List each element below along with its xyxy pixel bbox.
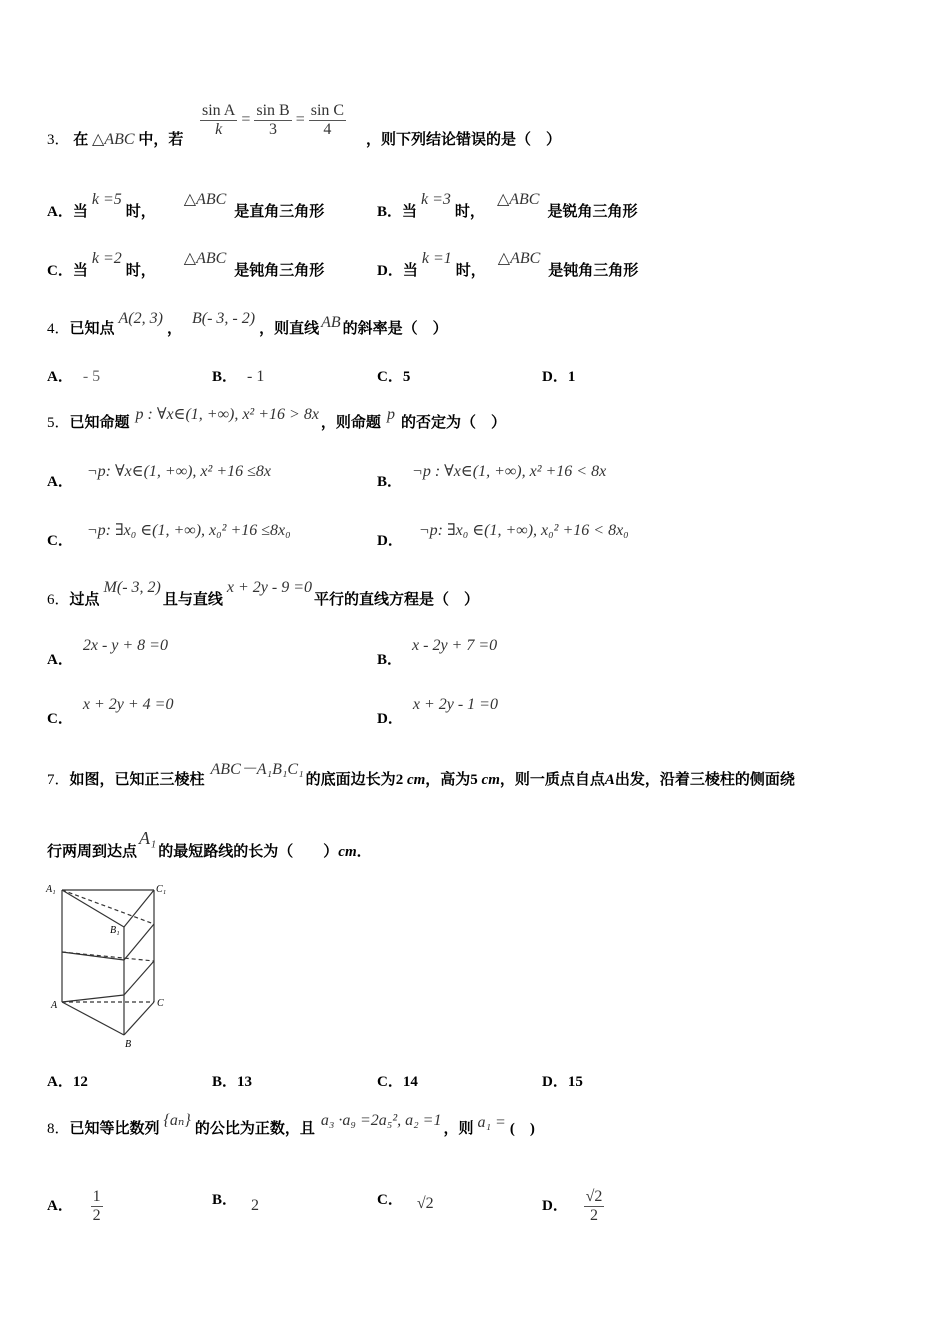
q3-a-tri: △ABC xyxy=(183,191,227,208)
fig-label-c: C xyxy=(157,998,164,1009)
q4-post: 的斜率是（ ） xyxy=(342,321,448,337)
q5-b-label: B． xyxy=(377,474,403,490)
q7-text1: 的底面边长为 xyxy=(305,772,396,788)
q7-option-d[interactable]: D．15 xyxy=(542,1074,583,1090)
q5-a-label: A． xyxy=(47,474,73,490)
q8-post: ，则 xyxy=(443,1121,474,1137)
q5-d-label: D． xyxy=(377,533,403,549)
q3-option-c[interactable] xyxy=(47,250,325,280)
q8-paren: ( ) xyxy=(509,1121,535,1137)
q8-number: 8． xyxy=(47,1121,70,1137)
q8-pre: 已知等比数列 xyxy=(69,1121,160,1137)
q8-c-val: √2 xyxy=(416,1195,434,1212)
q6-a-label: A． xyxy=(47,652,73,668)
q3-frac1 xyxy=(200,102,237,139)
q3-c-text: 是钝角三角形 xyxy=(234,263,325,279)
q3-eq1: = xyxy=(241,111,251,129)
q5-c-math: ¬p: ∃x₀ ∈(1, +∞), x₀² +16 ≤8x₀ xyxy=(86,522,291,539)
q3-pre: 在 xyxy=(73,132,89,148)
fig-label-b: B xyxy=(125,1039,132,1050)
q6-line: x + 2y - 9 =0 xyxy=(226,579,312,596)
q6-c-math: x + 2y + 4 =0 xyxy=(82,696,174,713)
q8-d-frac xyxy=(584,1188,605,1225)
q5-mid: ，则命题 xyxy=(320,415,381,431)
q4-number: 4． xyxy=(47,321,70,337)
q4-a-val: - 5 xyxy=(82,368,101,385)
q7-option-a[interactable]: A．12 xyxy=(47,1074,88,1090)
q4-option-a[interactable] xyxy=(47,365,100,386)
q7-option-c[interactable]: C．14 xyxy=(377,1074,418,1090)
fig-label-b1: B₁ xyxy=(110,925,120,936)
q3-d-when: 时， xyxy=(455,263,486,279)
q4-option-b[interactable] xyxy=(212,365,264,386)
q3-c-when: 时， xyxy=(125,263,156,279)
q7-pre: 如图，已知正三棱柱 xyxy=(69,772,205,788)
q7-prism: ABC－A₁B₁C₁ xyxy=(210,761,304,778)
q4-pre: 已知点 xyxy=(69,321,115,337)
q7-text3: ，则一质点自点 xyxy=(499,772,605,788)
q3-d-tri: △ABC xyxy=(497,250,541,267)
q5-post: 的否定为（ ） xyxy=(400,415,506,431)
q3-a-text: 是直角三角形 xyxy=(234,204,325,220)
q8-cond: a₃ ·a₉ =2a₅², a₂ =1 xyxy=(320,1112,442,1129)
q3-c-tri: △ABC xyxy=(183,250,227,267)
q3-a-when: 时， xyxy=(125,204,156,220)
q7-option-b[interactable]: B．13 xyxy=(212,1074,253,1090)
fig-path-2 xyxy=(124,961,154,995)
q8-d-num: √2 xyxy=(585,1188,603,1205)
q3-option-a[interactable] xyxy=(47,191,325,221)
q5-option-d[interactable] xyxy=(377,522,629,550)
q6-stem xyxy=(47,579,479,609)
q7-stem-line2 xyxy=(47,828,372,861)
fig-label-a: A xyxy=(51,1000,58,1011)
q8-b-val: 2 xyxy=(251,1197,260,1214)
q7-text2: ，高为 xyxy=(425,772,471,788)
q8-a-frac xyxy=(91,1188,103,1225)
q5-pre: 已知命题 xyxy=(69,415,130,431)
q6-d-label: D． xyxy=(377,711,403,727)
q8-d-den: 2 xyxy=(589,1207,598,1224)
q4-comma: ， xyxy=(166,321,182,337)
q7-prism-figure xyxy=(40,878,180,1053)
q7-point-a: A xyxy=(604,772,615,788)
q3-frac3 xyxy=(309,102,346,139)
q3-frac3-den: 4 xyxy=(323,121,332,138)
q3-a-label: A．当 xyxy=(47,204,88,220)
q3-b-text: 是锐角三角形 xyxy=(547,204,638,220)
q5-stem xyxy=(47,406,506,432)
fig-edge-bc xyxy=(124,1002,154,1035)
q3-c-label: C．当 xyxy=(47,263,88,279)
q5-b-math: ¬p : ∀x∈(1, +∞), x² +16 < 8x xyxy=(412,463,607,480)
fig-path-4 xyxy=(62,952,124,960)
q8-c-label: C． xyxy=(377,1192,403,1208)
q8-stem xyxy=(47,1112,535,1138)
q6-point: M(- 3, 2) xyxy=(103,579,161,596)
q6-post: 平行的直线方程是（ ） xyxy=(313,592,479,608)
q3-d-label: D．当 xyxy=(377,263,418,279)
q4-option-d[interactable]: D．1 xyxy=(542,369,576,385)
q6-c-label: C． xyxy=(47,711,73,727)
q8-seq: {aₙ} xyxy=(163,1112,191,1129)
q3-b-when: 时， xyxy=(454,204,485,220)
q3-number: 3． xyxy=(47,132,70,148)
q8-a1: a₁ = xyxy=(477,1114,506,1131)
q5-option-a[interactable] xyxy=(47,463,272,491)
q8-option-b[interactable] xyxy=(212,1188,260,1214)
q3-option-b[interactable] xyxy=(377,191,638,221)
q4-option-c[interactable]: C．5 xyxy=(377,369,411,385)
q8-d-label: D． xyxy=(542,1197,568,1214)
q4-b-val: - 1 xyxy=(247,368,265,385)
q5-number: 5． xyxy=(47,415,70,431)
q4-point-a: A(2, 3) xyxy=(118,310,163,327)
q5-proposition: p : ∀x∈(1, +∞), x² +16 > 8x xyxy=(135,406,319,423)
fig-edge-a1b1 xyxy=(62,890,124,927)
q3-frac1-num: sin A xyxy=(202,102,236,119)
q6-number: 6． xyxy=(47,592,70,608)
q6-option-d[interactable] xyxy=(377,696,498,728)
q3-post: ，则下列结论错误的是（ ） xyxy=(366,132,562,148)
q3-d-math: k =1 xyxy=(421,250,452,267)
q8-b-label: B． xyxy=(212,1192,238,1208)
fig-edge-ab xyxy=(62,1002,124,1035)
q3-frac2 xyxy=(254,102,291,139)
q6-b-label: B． xyxy=(377,652,403,668)
q3-c-math: k =2 xyxy=(91,250,122,267)
q6-option-a[interactable] xyxy=(47,637,168,669)
q8-option-c[interactable] xyxy=(377,1188,434,1212)
q3-frac3-num: sin C xyxy=(310,102,345,119)
q5-option-b[interactable] xyxy=(377,463,607,491)
q3-ratios xyxy=(200,102,346,139)
fig-label-c1: C₁ xyxy=(156,884,167,895)
q3-frac1-den: k xyxy=(215,121,223,138)
q8-option-d[interactable] xyxy=(542,1188,604,1225)
q6-mid: 且与直线 xyxy=(162,592,223,608)
fig-path-1 xyxy=(62,995,124,1002)
q7-u1: cm xyxy=(406,772,426,788)
q6-option-c[interactable] xyxy=(47,696,174,728)
q3-b-tri: △ABC xyxy=(496,191,540,208)
fig-edge-b1c1 xyxy=(124,890,154,927)
q7-stem-line1 xyxy=(47,761,795,789)
q8-a-den: 2 xyxy=(92,1207,101,1224)
q7-number: 7． xyxy=(47,772,70,788)
q6-a-math: 2x - y + 8 =0 xyxy=(82,637,168,654)
q3-frac2-num: sin B xyxy=(256,102,290,119)
q6-option-b[interactable] xyxy=(377,637,498,669)
q7-line2-pre: 行两周到达点 xyxy=(47,844,138,860)
fig-label-a1: A₁ xyxy=(46,884,56,895)
q7-unit: cm xyxy=(338,844,357,860)
q5-d-math: ¬p: ∃x₀ ∈(1, +∞), x₀² +16 < 8x₀ xyxy=(418,522,629,539)
q3-option-d[interactable] xyxy=(377,250,639,280)
q8-mid: 的公比为正数，且 xyxy=(194,1121,315,1137)
q5-p: p xyxy=(386,406,395,423)
q7-v1: 2 xyxy=(395,772,404,788)
q4-line: AB xyxy=(321,314,341,331)
q4-b-label: B． xyxy=(212,369,238,385)
q7-period: ． xyxy=(356,844,372,860)
q5-a-math: ¬p: ∀x∈(1, +∞), x² +16 ≤8x xyxy=(86,463,272,480)
q4-stem xyxy=(47,310,448,338)
q7-point-a1: A₁ xyxy=(139,828,157,848)
q7-u2: cm xyxy=(481,772,500,788)
q3-frac2-den: 3 xyxy=(269,121,278,138)
q5-option-c[interactable] xyxy=(47,522,291,550)
q3-b-label: B．当 xyxy=(377,204,418,220)
fig-path-5 xyxy=(124,924,154,960)
q7-text4: 出发，沿着三棱柱的侧面绕 xyxy=(614,772,795,788)
q3-triangle: △ABC xyxy=(92,131,135,148)
q7-v2: 5 xyxy=(470,772,478,788)
q7-line2-post: 的最短路线的长为（ ） xyxy=(158,844,339,860)
q3-mid: 中，若 xyxy=(138,132,184,148)
q8-a-label: A． xyxy=(47,1197,73,1214)
q3-b-math: k =3 xyxy=(421,191,451,208)
q4-a-label: A． xyxy=(47,369,73,385)
q3-eq2: = xyxy=(295,111,305,129)
q3-stem xyxy=(47,128,183,149)
q6-d-math: x + 2y - 1 =0 xyxy=(412,696,498,713)
q4-mid: ，则直线 xyxy=(259,321,320,337)
q6-pre: 过点 xyxy=(69,592,100,608)
q5-c-label: C． xyxy=(47,533,73,549)
q4-point-b: B(- 3, - 2) xyxy=(191,310,256,327)
q3-d-text: 是钝角三角形 xyxy=(548,263,639,279)
q6-b-math: x - 2y + 7 =0 xyxy=(412,637,498,654)
q8-a-num: 1 xyxy=(92,1188,101,1205)
q8-option-a[interactable] xyxy=(47,1188,103,1225)
q3-a-math: k =5 xyxy=(91,191,122,208)
